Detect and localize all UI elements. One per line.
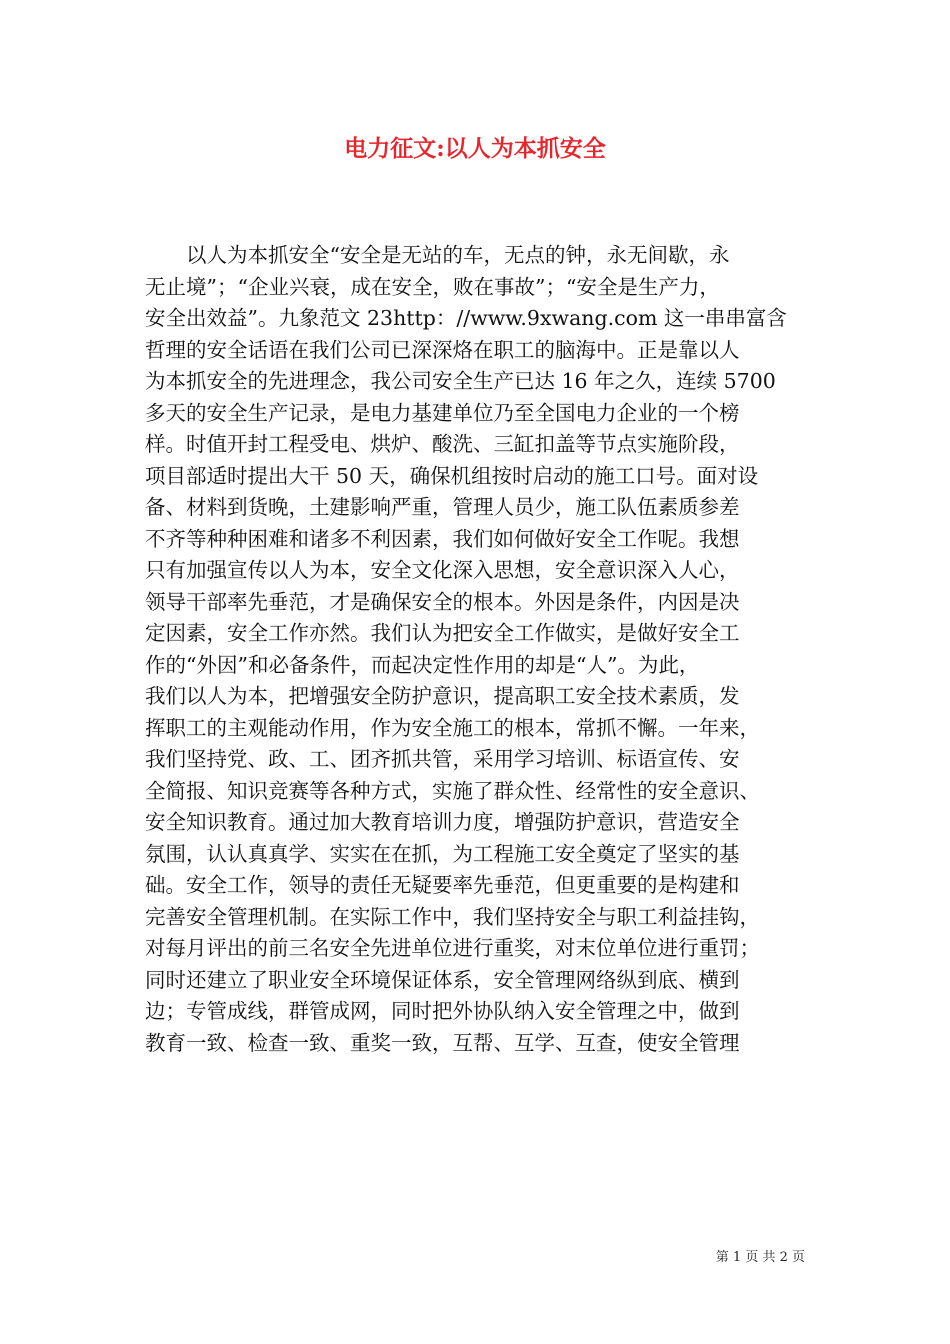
page-number: 第 1 页 共 2 页 — [715, 1250, 805, 1265]
body-line: 项目部适时提出大干 50 天，确保机组按时启动的施工口号。面对设 — [145, 463, 759, 488]
body-line: 领导干部率先垂范，才是确保安全的根本。外因是条件，内因是决 — [145, 589, 740, 614]
body-line: 我们坚持党、政、工、团齐抓共管，采用学习培训、标语宣传、安 — [145, 747, 740, 771]
body-line: 样。时值开封工程受电、烘炉、酸洗、三缸扣盖等节点实施阶段， — [145, 432, 740, 456]
body-line: 对每月评出的前三名安全先进单位进行重奖，对末位单位进行重罚； — [145, 936, 760, 960]
body-line: 边；专管成线，群管成网，同时把外协队纳入安全管理之中，做到 — [145, 999, 740, 1023]
body-line: 安全知识教育。通过加大教育培训力度，增强防护意识，营造安全 — [145, 810, 740, 834]
body-line: 备、材料到货晚，土建影响严重，管理人员少，施工队伍素质参差 — [145, 495, 740, 519]
body-line: 作的“外因”和必备条件，而起决定性作用的却是“人”。为此， — [145, 652, 700, 677]
article-body — [145, 240, 805, 1059]
document-title: 电力征文:以人为本抓安全 — [344, 135, 606, 162]
body-line: 为本抓安全的先进理念，我公司安全生产已达 16 年之久，连续 5700 — [145, 369, 776, 393]
body-line: 完善安全管理机制。在实际工作中，我们坚持安全与职工利益挂钩， — [145, 904, 760, 929]
body-line: 全简报、知识竞赛等各种方式，实施了群众性、经常性的安全意识、 — [145, 778, 760, 803]
body-line: 定因素，安全工作亦然。我们认为把安全工作做实，是做好安全工 — [145, 621, 740, 645]
body-line: 只有加强宣传以人为本，安全文化深入思想，安全意识深入人心， — [145, 558, 740, 582]
body-line: 挥职工的主观能动作用，作为安全施工的根本，常抓不懈。一年来， — [145, 715, 760, 740]
body-line: 我们以人为本，把增强安全防护意识，提高职工安全技术素质，发 — [145, 684, 740, 708]
body-line: 同时还建立了职业安全环境保证体系，安全管理网络纵到底、横到 — [145, 967, 740, 992]
body-line: 教育一致、检查一致、重奖一致，互帮、互学、互查，使安全管理 — [145, 1030, 740, 1055]
body-line: 以人为本抓安全“安全是无站的车，无点的钟，永无间歇，永 — [186, 243, 730, 267]
body-line: 多天的安全生产记录，是电力基建单位乃至全国电力企业的一个榜 — [145, 400, 740, 425]
body-line: 氛围，认认真真学、实实在在抓，为工程施工安全奠定了坚实的基 — [145, 841, 740, 866]
body-line: 无止境”；“企业兴衰，成在安全，败在事故”；“安全是生产力， — [145, 274, 720, 299]
body-line: 哲理的安全话语在我们公司已深深烙在职工的脑海中。正是靠以人 — [145, 337, 740, 362]
body-line: 础。安全工作，领导的责任无疑要率先垂范，但更重要的是构建和 — [145, 873, 740, 897]
body-line: 安全出效益”。九象范文 23http：//www.9xwang.com 这一串串富含 — [145, 306, 787, 330]
body-line: 不齐等种种困难和诸多不利因素，我们如何做好安全工作呢。我想 — [145, 526, 740, 551]
